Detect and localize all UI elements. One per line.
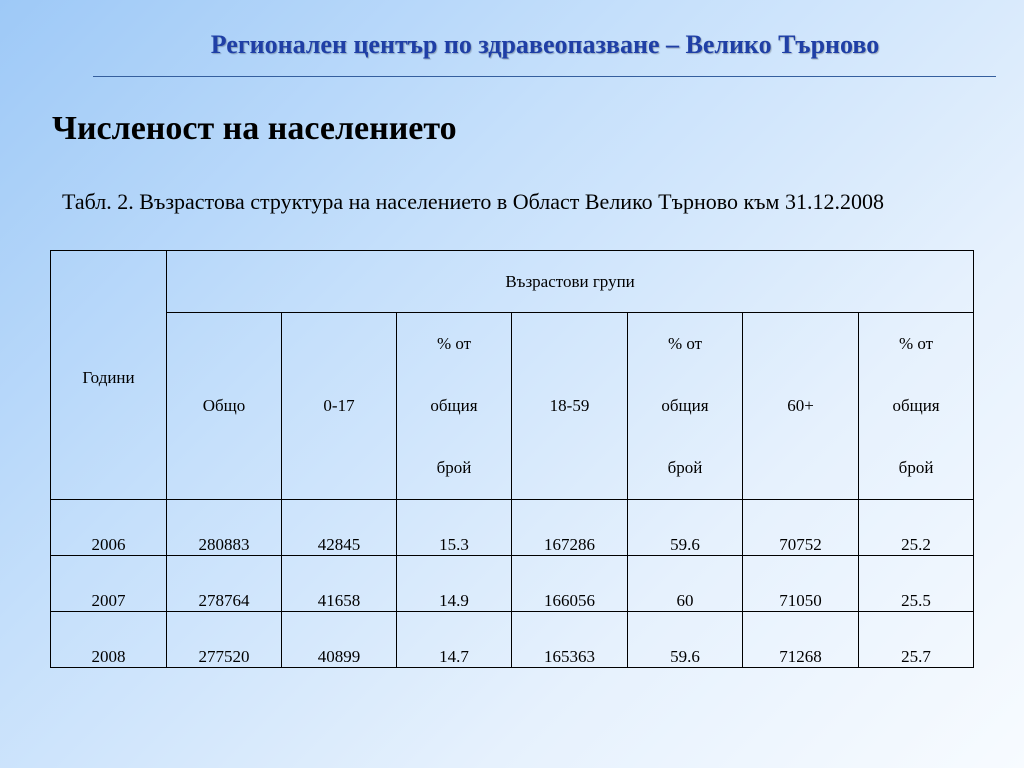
- cell-pct-18-59: 60: [628, 556, 743, 612]
- cell-18-59: 165363: [512, 612, 628, 668]
- cell-18-59: 166056: [512, 556, 628, 612]
- organization-title: Регионален център по здравеопазване – Велико Търново: [210, 30, 880, 59]
- header-years: Години: [51, 251, 167, 500]
- cell-pct-18-59: 59.6: [628, 500, 743, 556]
- cell-pct-0-17: 14.7: [397, 612, 512, 668]
- cell-total: 277520: [167, 612, 282, 668]
- cell-total: 278764: [167, 556, 282, 612]
- cell-year: 2006: [51, 500, 167, 556]
- cell-pct-60-plus: 25.5: [859, 556, 974, 612]
- cell-total: 280883: [167, 500, 282, 556]
- table-row-2008: [51, 612, 974, 668]
- header-total: Общо: [167, 313, 282, 500]
- header-age-60-plus: 60+: [743, 313, 859, 500]
- table-row-2007: [51, 556, 974, 612]
- header-pct-line1: % от: [667, 334, 703, 353]
- header-pct-18-59: [628, 313, 743, 500]
- cell-pct-0-17: 15.3: [397, 500, 512, 556]
- age-structure-table: [50, 250, 974, 668]
- cell-60-plus: 70752: [743, 500, 859, 556]
- header-pct-line1: % от: [898, 334, 934, 353]
- header-divider: [93, 76, 996, 77]
- header-pct-line2: общия: [430, 396, 478, 415]
- cell-18-59: 167286: [512, 500, 628, 556]
- header-pct-line2: общия: [892, 396, 940, 415]
- cell-pct-18-59: 59.6: [628, 612, 743, 668]
- header-age-18-59: 18-59: [512, 313, 628, 500]
- cell-0-17: 40899: [282, 612, 397, 668]
- cell-pct-60-plus: 25.7: [859, 612, 974, 668]
- header-pct-line1: % от: [436, 334, 472, 353]
- cell-0-17: 42845: [282, 500, 397, 556]
- cell-0-17: 41658: [282, 556, 397, 612]
- section-title: Численост на населението: [52, 110, 457, 147]
- table-caption: Табл. 2. Възрастова структура на населението в Област Велико Търново към 31.12.2008: [62, 189, 884, 214]
- cell-60-plus: 71050: [743, 556, 859, 612]
- cell-60-plus: 71268: [743, 612, 859, 668]
- header-pct-line3: брой: [667, 458, 703, 477]
- header-pct-60-plus: [859, 313, 974, 500]
- header-pct-line2: общия: [661, 396, 709, 415]
- cell-year: 2008: [51, 612, 167, 668]
- header-pct-0-17: [397, 313, 512, 500]
- header-pct-line3: брой: [898, 458, 934, 477]
- table-row-2006: [51, 500, 974, 556]
- header-pct-line3: брой: [436, 458, 472, 477]
- cell-year: 2007: [51, 556, 167, 612]
- header-age-groups: Възрастови групи: [167, 251, 974, 313]
- cell-pct-0-17: 14.9: [397, 556, 512, 612]
- header-age-0-17: 0-17: [282, 313, 397, 500]
- cell-pct-60-plus: 25.2: [859, 500, 974, 556]
